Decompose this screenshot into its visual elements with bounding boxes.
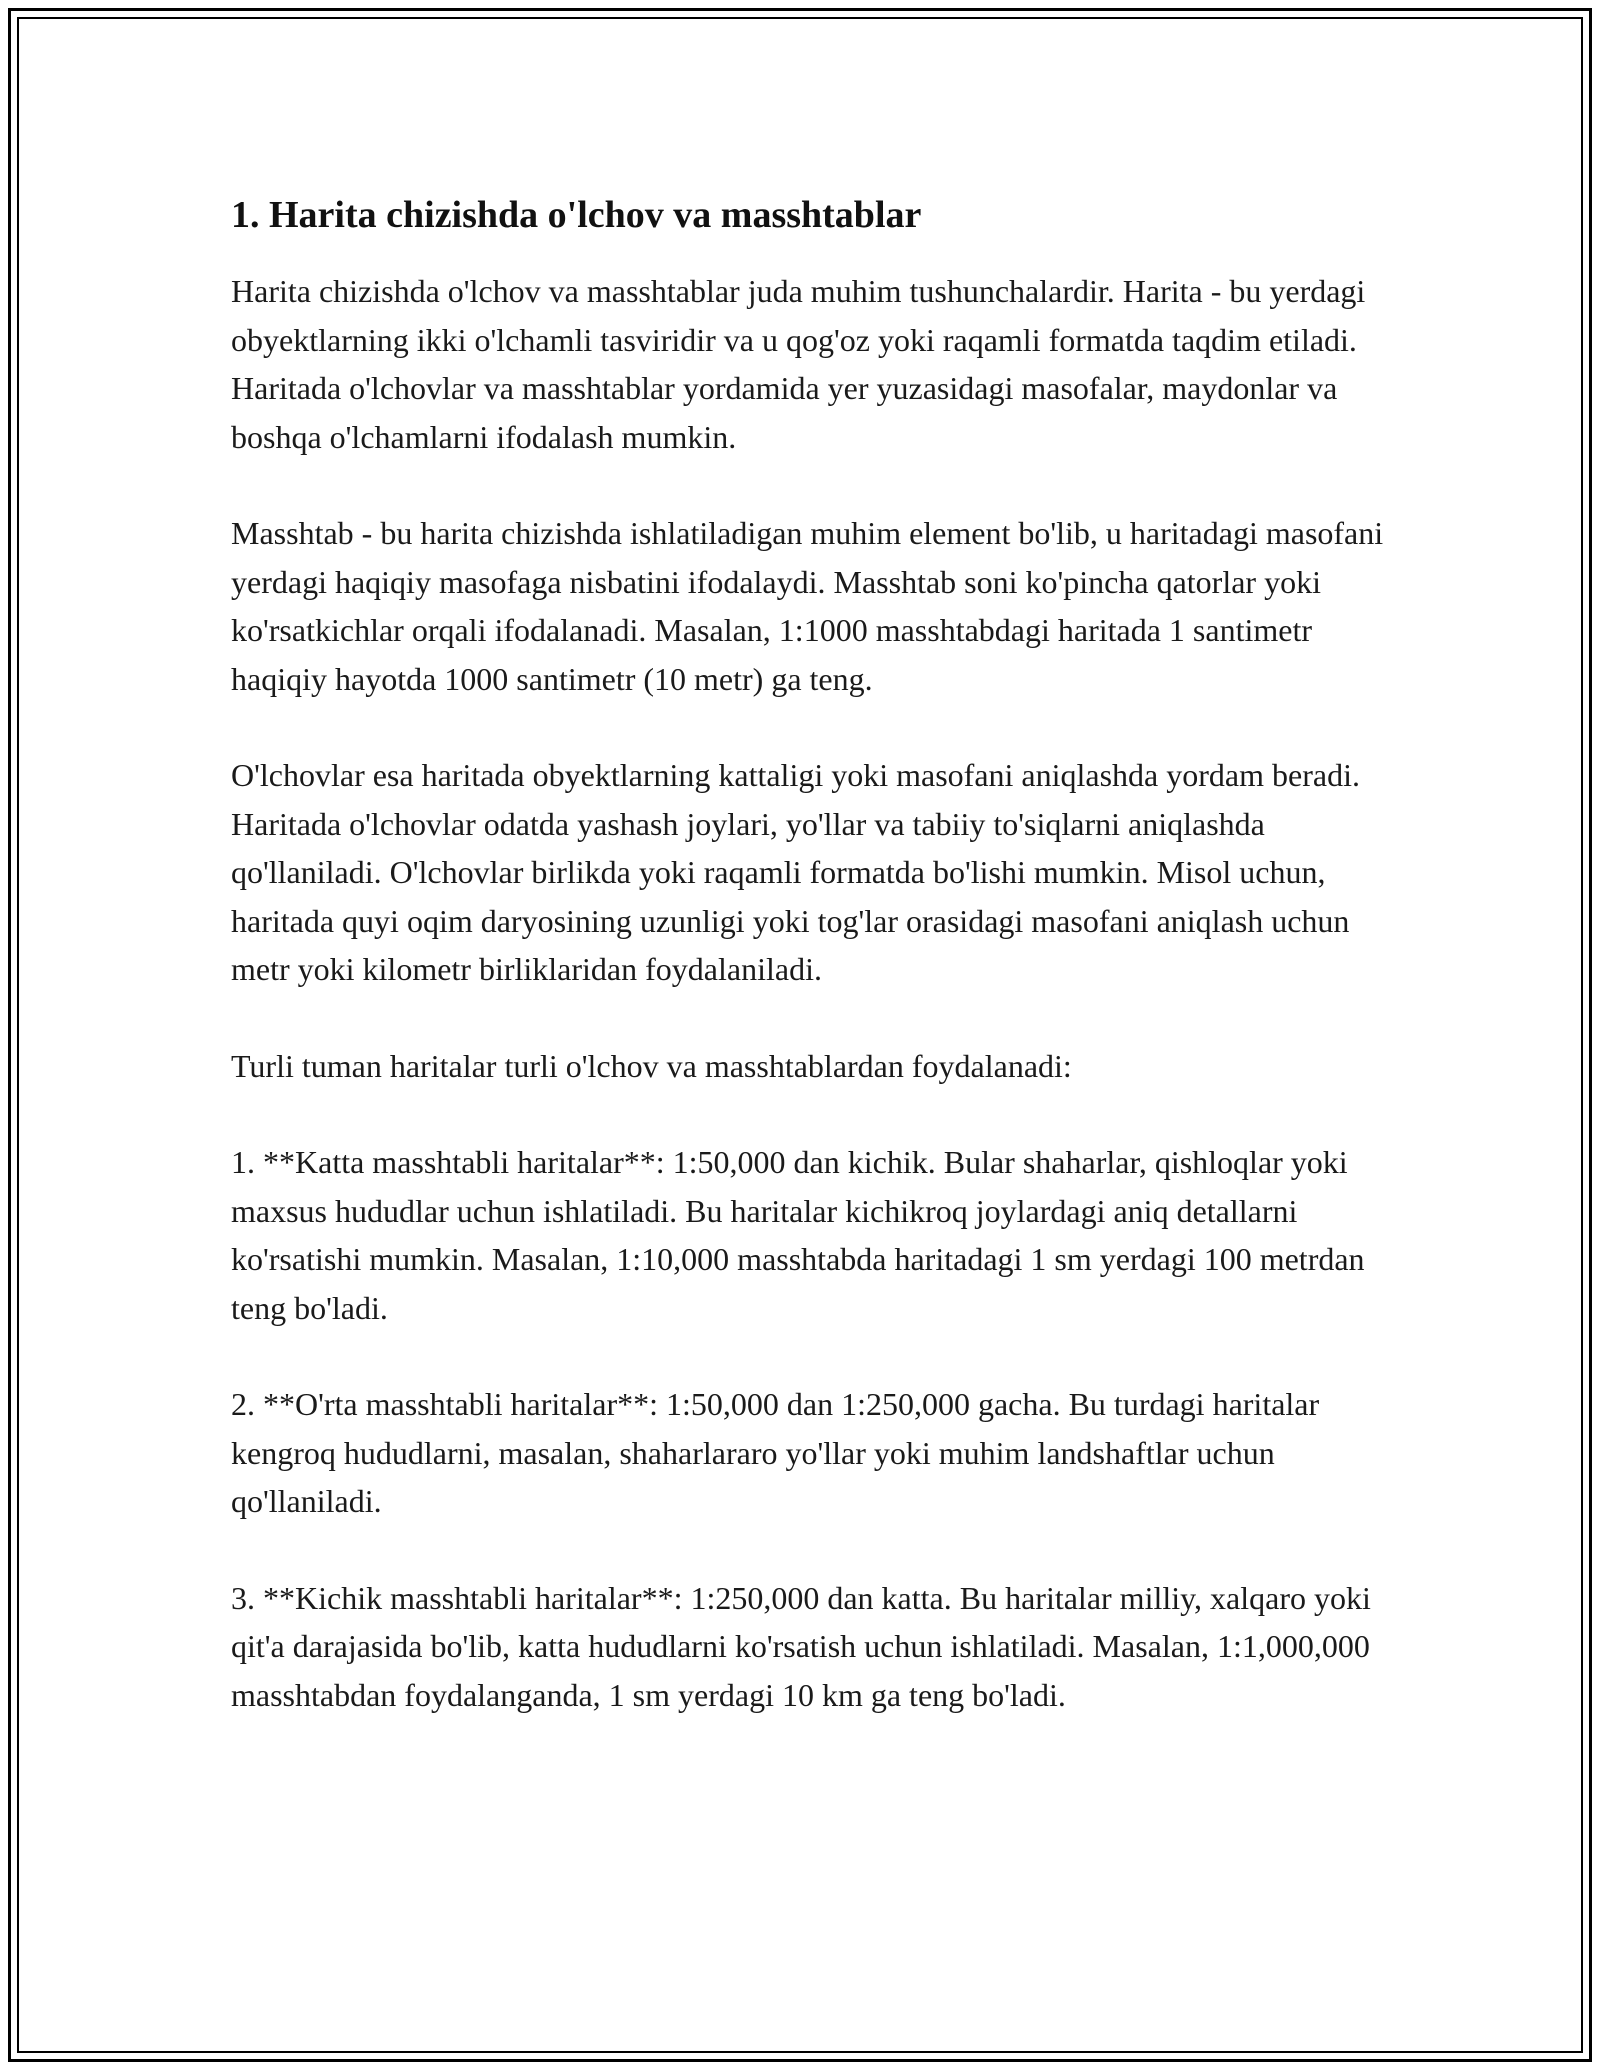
paragraph-intro: Harita chizishda o'lchov va masshtablar juda muhim tushunchalardir. Harita - bu yerdagi obyektlarning ikki o'lchamli tasviridir va u qog'oz yoki raqamli formatda taqdim etiladi. Haritada o'lchovlar va masshtablar yordamida yer yuzasidagi masofalar, maydonlar va boshqa o'lchamlarni ifodalash mumkin. [231, 273, 1366, 455]
paragraph-list-intro: Turli tuman haritalar turli o'lchov va masshtablardan foydalanadi: [231, 1047, 1072, 1084]
section-heading: 1. Harita chizishda o'lchov va masshtablar [231, 194, 922, 236]
list-item-large-scale: 1. **Katta masshtabli haritalar**: 1:50,000 dan kichik. Bular shaharlar, qishloqlar yoki maxsus hududlar uchun ishlatiladi. Bu haritalar kichikroq joylardagi aniq detallarni ko'rsatishi mumkin. Masalan, 1:10,000 masshtabda haritadagi 1 sm yerdagi 100 metrdan teng bo'ladi. [231, 1144, 1365, 1326]
paragraph-olchovlar: O'lchovlar esa haritada obyektlarning kattaligi yoki masofani aniqlashda yordam beradi. Haritada o'lchovlar odatda yashash joylari, yo'llar va tabiiy to'siqlarni aniqlashda qo'llaniladi. O'lchovlar birlikda yoki raqamli formatda bo'lishi mumkin. Misol uchun, haritada quyi oqim daryosining uzunligi yoki tog'lar orasidagi masofani aniqlash uchun metr yoki kilometr birliklaridan foydalaniladi. [231, 757, 1360, 987]
document-page [8, 8, 1592, 2062]
list-item-small-scale: 3. **Kichik masshtabli haritalar**: 1:250,000 dan katta. Bu haritalar milliy, xalqaro yoki qit'a darajasida bo'lib, katta hududlarni ko'rsatish uchun ishlatiladi. Masalan, 1:1,000,000 masshtabdan foydalanganda, 1 sm yerdagi 10 km ga teng bo'ladi. [231, 1579, 1371, 1713]
document-body [231, 191, 1391, 1767]
list-item-medium-scale: 2. **O'rta masshtabli haritalar**: 1:50,000 dan 1:250,000 gacha. Bu turdagi haritalar kengroq hududlarni, masalan, shaharlararo yo'llar yoki muhim landshaftlar uchun qo'llaniladi. [231, 1386, 1320, 1519]
paragraph-masshtab: Masshtab - bu harita chizishda ishlatiladigan muhim element bo'lib, u haritadagi masofani yerdagi haqiqiy masofaga nisbatini ifodalaydi. Masshtab soni ko'pincha qatorlar yoki ko'rsatkichlar orqali ifodalanadi. Masalan, 1:1000 masshtabdagi haritada 1 santimetr haqiqiy hayotda 1000 santimetr (10 metr) ga teng. [231, 515, 1384, 697]
